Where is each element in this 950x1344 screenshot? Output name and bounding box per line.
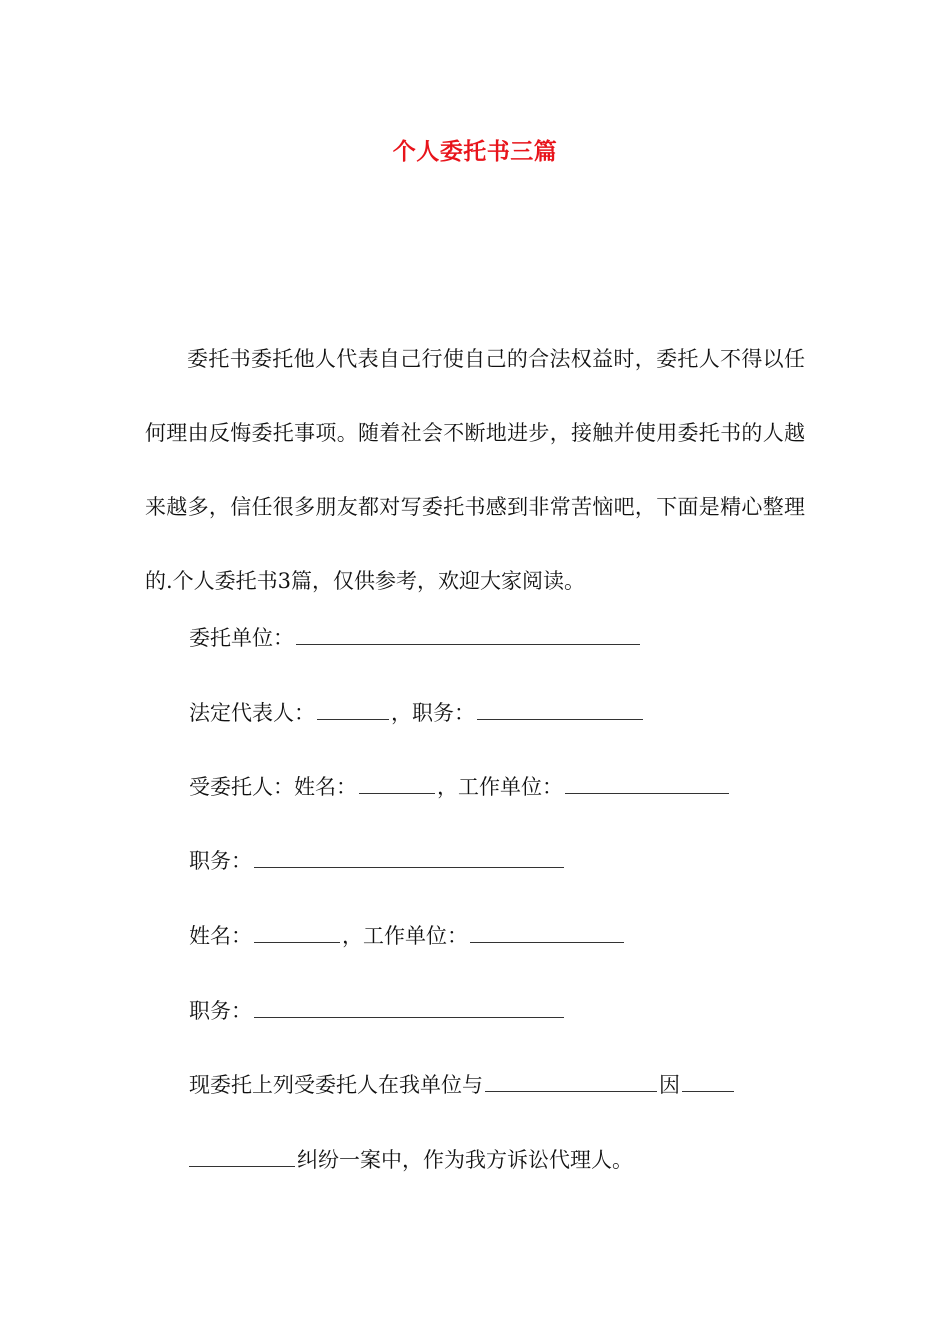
second-trustee-line	[189, 921, 626, 951]
reason-blank-start	[682, 1071, 734, 1092]
because-label: 因	[659, 1073, 680, 1097]
second-position-line	[189, 996, 566, 1026]
dispute-line	[189, 1145, 633, 1175]
second-work-unit-blank	[470, 922, 624, 943]
trustee-position-line	[189, 846, 566, 876]
entrusting-unit-line	[189, 623, 642, 653]
legal-rep-blank	[317, 699, 389, 720]
second-position-blank	[254, 997, 564, 1018]
legal-rep-line	[189, 698, 645, 728]
commission-prefix: 现委托上列受委托人在我单位与	[189, 1073, 483, 1097]
second-position-label: 职务：	[189, 999, 252, 1023]
entrusting-unit-label: 委托单位：	[189, 626, 294, 650]
reason-blank-end	[189, 1146, 295, 1167]
intro-paragraph: 委托书委托他人代表自己行使自己的合法权益时，委托人不得以任何理由反悔委托事项。随着社会不断地进步，接触并使用委托书的人越来越多，信任很多朋友都对写委托书感到非常苦恼吧，下面是精心整理的.个人委托书3篇，仅供参考，欢迎大家阅读。	[145, 347, 805, 593]
trustee-name-blank	[359, 773, 435, 794]
trustee-position-blank	[254, 847, 564, 868]
document-title: 个人委托书三篇	[392, 138, 558, 165]
second-name-label: 姓名：	[189, 924, 252, 948]
commission-line	[189, 1070, 736, 1100]
trustee-work-unit-label: ，工作单位：	[437, 775, 563, 799]
entrusting-unit-blank	[296, 624, 640, 645]
legal-rep-position-label: ，职务：	[391, 701, 475, 725]
trustee-name-label: 受委托人：姓名：	[189, 775, 357, 799]
trustee-work-unit-blank	[565, 773, 729, 794]
second-name-blank	[254, 922, 340, 943]
dispute-suffix: 纠纷一案中，作为我方诉讼代理人。	[297, 1148, 633, 1172]
legal-rep-label: 法定代表人：	[189, 701, 315, 725]
counterparty-blank	[485, 1071, 657, 1092]
trustee-line	[189, 772, 731, 802]
trustee-position-label: 职务：	[189, 849, 252, 873]
second-work-unit-label: ，工作单位：	[342, 924, 468, 948]
legal-rep-position-blank	[477, 699, 643, 720]
